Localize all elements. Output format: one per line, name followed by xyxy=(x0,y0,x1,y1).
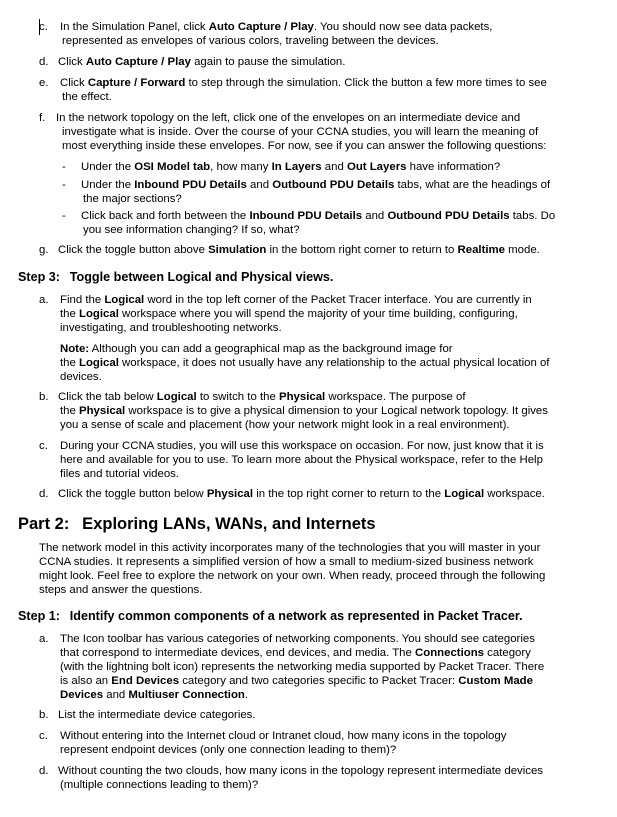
item-label-a: a. xyxy=(39,633,49,645)
step3-d-line1: Click the toggle button below Physical in the top right corner to return to the Logical workspace. xyxy=(58,488,545,500)
step1-d-line2: (multiple connections leading to them)? xyxy=(60,779,259,791)
step1-d-line1: Without counting the two clouds, how many icons in the topology represent intermediate devices xyxy=(58,765,544,777)
step1-c-line2: represent endpoint devices (only one connection leading to them)? xyxy=(60,744,397,756)
step1-a-line1: The Icon toolbar has various categories of networking components. You should see categories xyxy=(60,633,535,645)
step1-c-line1: Without entering into the Internet cloud or Intranet cloud, how many icons in the topology xyxy=(60,730,507,742)
note-line1: Note: Although you can add a geographical map as the background image for xyxy=(60,343,453,355)
step3-c-line2: here and available for you to use. To learn more about the Physical workspace, refer to the Help xyxy=(60,454,543,466)
step3-b-line1: Click the tab below Logical to switch to the Physical workspace. The purpose of xyxy=(58,391,466,403)
bullet-2-line2: the major sections? xyxy=(83,193,182,205)
step3-b-line2: the Physical workspace is to give a physical dimension to your Logical network topology. It gives xyxy=(60,405,548,417)
note-line3: devices. xyxy=(60,371,102,383)
sim-e-line1: Click Capture / Forward to step through the simulation. Click the button a few more times to see xyxy=(60,77,547,89)
part2-para-line1: The network model in this activity incorporates many of the technologies that you will master in your xyxy=(39,542,541,554)
item-label-b: b. xyxy=(39,709,49,721)
part2-para-line2: CCNA studies. It represents a simplified version of how a small to medium-sized business network xyxy=(39,556,534,568)
bullet-3-line2: you see information changing? If so, what? xyxy=(83,224,300,236)
part2-para-line4: steps and answer the questions. xyxy=(39,584,203,596)
step3-a-line2: the Logical workspace where you will spend the majority of your time building, configuring, xyxy=(60,308,518,320)
step3-a-line1: Find the Logical word in the top left corner of the Packet Tracer interface. You are currently in xyxy=(60,294,532,306)
bullet-1-line1: Under the OSI Model tab, how many In Layers and Out Layers have information? xyxy=(81,161,501,173)
item-label-c: c. xyxy=(39,730,48,742)
step3-b-line3: you a sense of scale and placement (how your network might look in a real environment). xyxy=(60,419,510,431)
item-label-e: e. xyxy=(39,77,49,89)
sim-f-line2: investigate what is inside. Over the course of your CCNA studies, you will learn the meaning of xyxy=(62,126,539,138)
step1-a-line4: is also an End Devices category and two categories specific to Packet Tracer: Custom Made xyxy=(60,675,533,687)
bullet-dash: - xyxy=(62,161,66,173)
bullet-dash: - xyxy=(62,210,66,222)
item-label-d: d. xyxy=(39,488,49,500)
item-label-d: d. xyxy=(39,56,49,68)
step1-heading: Step 1: Identify common components of a network as represented in Packet Tracer. xyxy=(18,609,523,623)
item-label-b: b. xyxy=(39,391,49,403)
item-label-c: c. xyxy=(39,440,48,452)
sim-f-line3: most everything inside these envelopes. For now, see if you can answer the following questions: xyxy=(62,140,547,152)
sim-g-line1: Click the toggle button above Simulation in the bottom right corner to return to Realtime mode. xyxy=(58,244,540,256)
step1-a-line3: (with the lightning bolt icon) represents the networking media supported by Packet Tracer. There xyxy=(60,661,545,673)
step1-a-line2: that correspond to intermediate devices, end devices, and media. The Connections category xyxy=(60,647,531,659)
sim-d-line1: Click Auto Capture / Play again to pause the simulation. xyxy=(58,56,346,68)
step1-a-line5: Devices and Multiuser Connection. xyxy=(60,689,249,701)
bullet-2-line1: Under the Inbound PDU Details and Outbound PDU Details tabs, what are the headings of xyxy=(81,179,551,191)
sim-c-line2: represented as envelopes of various colors, traveling between the devices. xyxy=(62,35,439,47)
item-label-a: a. xyxy=(39,294,49,306)
note-line2: the Logical workspace, it does not usually have any relationship to the actual physical location of xyxy=(60,357,550,369)
part2-heading: Part 2: Exploring LANs, WANs, and Internets xyxy=(18,515,376,533)
sim-e-line2: the effect. xyxy=(62,91,112,103)
item-label-f: f. xyxy=(39,112,46,124)
step3-c-line1: During your CCNA studies, you will use this workspace on occasion. For now, just know that it is xyxy=(60,440,544,452)
step3-a-line3: investigating, and troubleshooting networks. xyxy=(60,322,282,334)
bullet-3-line1: Click back and forth between the Inbound PDU Details and Outbound PDU Details tabs. Do xyxy=(81,210,556,222)
step1-b-line1: List the intermediate device categories. xyxy=(58,709,256,721)
sim-c-line1: In the Simulation Panel, click Auto Capture / Play. You should now see data packets, xyxy=(60,21,493,33)
step3-heading: Step 3: Toggle between Logical and Physical views. xyxy=(18,270,334,284)
bullet-dash: - xyxy=(62,179,66,191)
item-label-c: c. xyxy=(39,21,48,33)
sim-f-line1: In the network topology on the left, click one of the envelopes on an intermediate device and xyxy=(56,112,521,124)
item-label-d: d. xyxy=(39,765,49,777)
step3-c-line3: files and tutorial videos. xyxy=(60,468,180,480)
part2-para-line3: might look. Feel free to explore the network on your own. When ready, proceed through the following xyxy=(39,570,546,582)
item-label-g: g. xyxy=(39,244,49,256)
